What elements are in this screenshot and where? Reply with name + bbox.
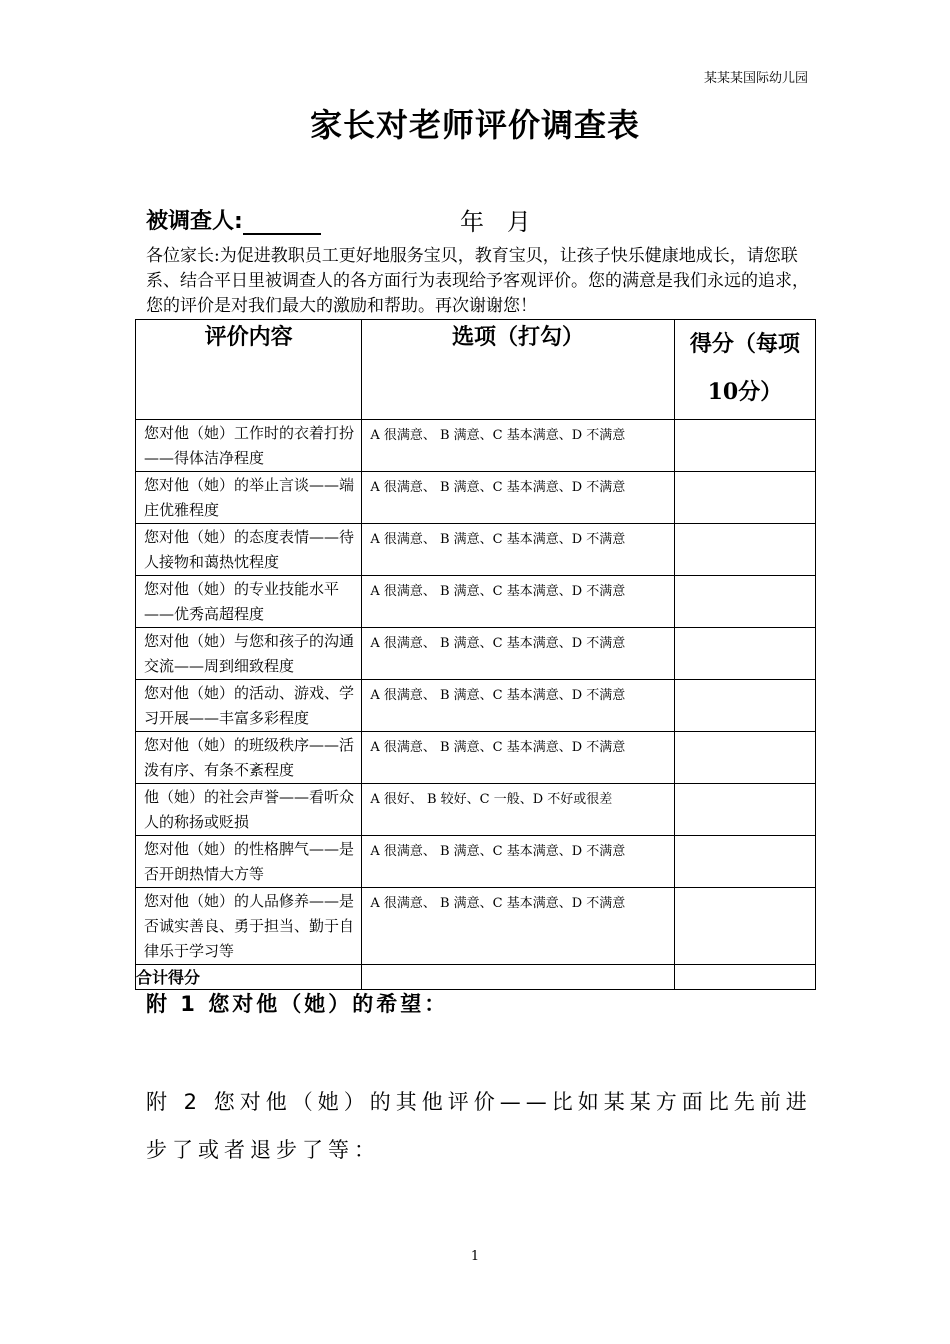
table-row — [136, 628, 816, 680]
row-score[interactable] — [674, 732, 815, 784]
row-score[interactable] — [674, 888, 815, 965]
row-content: 您对他（她）的态度表情——待人接物和蔼热忱程度 — [136, 524, 362, 576]
total-row — [136, 965, 816, 990]
total-score[interactable] — [674, 965, 815, 990]
row-content: 您对他（她）的举止言谈——端庄优雅程度 — [136, 472, 362, 524]
total-options — [362, 965, 674, 990]
row-options[interactable]: A 很满意、 B 满意、C 基本满意、D 不满意 — [362, 836, 674, 888]
page-title: 家长对老师评价调查表 — [309, 106, 640, 144]
row-options[interactable]: A 很好、 B 较好、C 一般、D 不好或很差 — [362, 784, 674, 836]
page-number: 1 — [470, 1249, 480, 1264]
row-options[interactable]: A 很满意、 B 满意、C 基本满意、D 不满意 — [362, 420, 674, 472]
row-content: 您对他（她）的活动、游戏、学习开展——丰富多彩程度 — [136, 680, 362, 732]
total-label: 合计得分 — [136, 965, 362, 990]
table-row — [136, 472, 816, 524]
organization-name: 某某某国际幼儿园 — [703, 71, 808, 86]
row-options[interactable]: A 很满意、 B 满意、C 基本满意、D 不满意 — [362, 576, 674, 628]
row-content: 您对他（她）工作时的衣着打扮——得体洁净程度 — [136, 420, 362, 472]
row-options[interactable]: A 很满意、 B 满意、C 基本满意、D 不满意 — [362, 524, 674, 576]
appendix-1: 附 1 您对他（她）的希望： — [146, 992, 449, 1016]
row-options[interactable]: A 很满意、 B 满意、C 基本满意、D 不满意 — [362, 680, 674, 732]
table-header-row — [136, 320, 816, 420]
table-row — [136, 680, 816, 732]
row-score[interactable] — [674, 836, 815, 888]
row-content: 他（她）的社会声誉——看听众人的称扬或贬损 — [136, 784, 362, 836]
respondent-label: 被调查人: — [146, 209, 243, 234]
row-options[interactable]: A 很满意、 B 满意、C 基本满意、D 不满意 — [362, 628, 674, 680]
row-score[interactable] — [674, 576, 815, 628]
table-row — [136, 732, 816, 784]
table-row — [136, 784, 816, 836]
date-label: 年 月 — [460, 208, 531, 236]
row-options[interactable]: A 很满意、 B 满意、C 基本满意、D 不满意 — [362, 472, 674, 524]
row-score[interactable] — [674, 628, 815, 680]
header-score: 得分（每项10分） — [674, 320, 815, 420]
row-score[interactable] — [674, 472, 815, 524]
table-row — [136, 524, 816, 576]
table-row — [136, 576, 816, 628]
row-score[interactable] — [674, 420, 815, 472]
appendix-2: 附 2 您对他（她）的其他评价——比如某某方面比先前进步了或者退步了等： — [146, 1090, 812, 1162]
row-score[interactable] — [674, 784, 815, 836]
row-options[interactable]: A 很满意、 B 满意、C 基本满意、D 不满意 — [362, 888, 674, 965]
table-row — [136, 420, 816, 472]
table-row — [136, 836, 816, 888]
row-score[interactable] — [674, 680, 815, 732]
row-content: 您对他（她）的专业技能水平——优秀高超程度 — [136, 576, 362, 628]
row-score[interactable] — [674, 524, 815, 576]
table-row — [136, 888, 816, 965]
row-options[interactable]: A 很满意、 B 满意、C 基本满意、D 不满意 — [362, 732, 674, 784]
respondent-field — [146, 204, 321, 235]
row-content: 您对他（她）的班级秩序——活泼有序、有条不紊程度 — [136, 732, 362, 784]
intro-paragraph: 各位家长:为促进教职员工更好地服务宝贝，教育宝贝，让孩子快乐健康地成长，请您联系、结合平日里被调查人的各方面行为表现给予客观评价。您的满意是我们永远的追求，您的评价是对我们最大的激励和帮助。再次谢谢您！ — [146, 246, 809, 316]
row-content: 您对他（她）的人品修养——是否诚实善良、勇于担当、勤于自律乐于学习等 — [136, 888, 362, 965]
respondent-blank[interactable] — [243, 211, 321, 235]
row-content: 您对他（她）与您和孩子的沟通交流——周到细致程度 — [136, 628, 362, 680]
header-content: 评价内容 — [136, 320, 362, 420]
row-content: 您对他（她）的性格脾气——是否开朗热情大方等 — [136, 836, 362, 888]
survey-table — [135, 319, 816, 990]
header-options: 选项（打勾） — [362, 320, 674, 420]
